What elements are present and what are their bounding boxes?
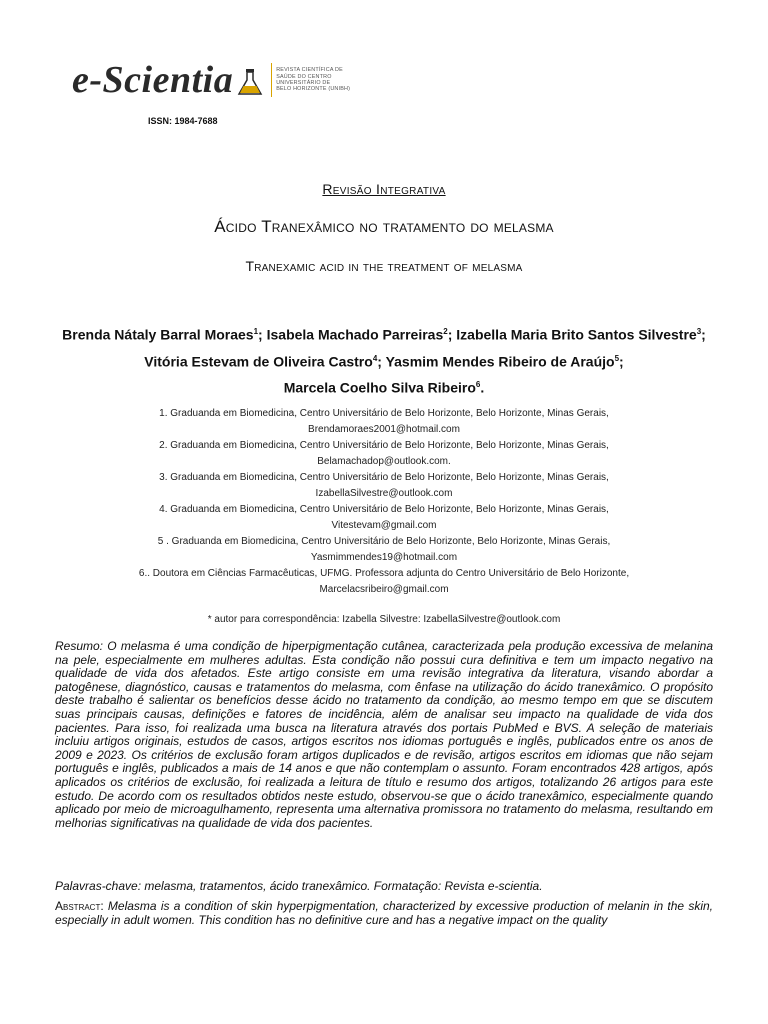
author-name: Vitória Estevam de Oliveira Castro	[144, 353, 373, 370]
affiliation-line: 3. Graduanda em Biomedicina, Centro Universitário de Belo Horizonte, Belo Horizonte, Minas Gerais,	[159, 472, 609, 483]
title-english: Tranexamic acid in the treatment of melasma	[245, 258, 523, 274]
affiliation-line: 6.. Doutora em Ciências Farmacêuticas, UFMG. Professora adjunta do Centro Universitário de Belo Horizonte,	[138, 568, 630, 579]
affiliation-email[interactable]: Vitestevam@gmail.com	[331, 520, 437, 531]
author-name: Marcela Coelho Silva Ribeiro	[283, 379, 476, 396]
journal-masthead	[72, 58, 356, 102]
affiliation-line: 1. Graduanda em Biomedicina, Centro Universitário de Belo Horizonte, Belo Horizonte, Minas Gerais,	[159, 408, 609, 419]
author-name: Brenda Nátaly Barral Moraes	[62, 326, 254, 343]
abstract-portuguese: Resumo: O melasma é uma condição de hiperpigmentação cutânea, caracterizada pela produção excessiva de melanina na pele, especialmente em mulheres adultas. Esta condição não possui cura definitiva e tem um impacto negativo na qualidade de vida dos afetados. Este artigo consiste em uma revisão integrativa da literatura, visando abordar a patogênese, diagnóstico, causas e tratamentos do melasma, com ênfase na utilização do ácido tranexâmico. O propósito deste trabalho é salientar os benefícios desse ácido no tratamento da condição, ao mesmo tempo em que se discutem suas principais causas, definições e fatores de incidência, além de analisar seu impacto na qualidade de vida dos pacientes. Para isso, foi realizada uma busca na literatura através dos portais PubMed e BVS. A seleção de materiais incluiu artigos originais, estudos de casos, artigos escritos nos idiomas português e inglês, publicados entre os anos de 2009 e 2023. Os critérios de exclusão foram artigos duplicados e de revisão, artigos escritos em idiomas que não sejam português e inglês, publicados a mais de 14 anos e que não contemplam o assunto. Foram encontrados 428 artigos, após aplicados os critérios de exclusão, foi realizada a leitura de título e resumo dos artigos, totalizando 26 artigos para este estudo. De acordo com os resultados obtidos neste estudo, observou-se que o ácido tranexâmico, especialmente quando aplicado por meio de microagulhamento, representa uma alternativa promissora no tratamento do melasma, resultando em melhorias significativas na qualidade de vida dos pacientes.	[55, 639, 713, 830]
affiliation-email[interactable]: Marcelacsribeiro@gmail.com	[319, 584, 449, 595]
affiliation-line: 4. Graduanda em Biomedicina, Centro Universitário de Belo Horizonte, Belo Horizonte, Minas Gerais,	[159, 504, 609, 515]
affiliation-line: 5 . Graduanda em Biomedicina, Centro Universitário de Belo Horizonte, Belo Horizonte, Minas Gerais,	[157, 536, 611, 547]
author-name: Yasmim Mendes Ribeiro de Araújo	[385, 353, 615, 370]
correspondence-note: * autor para correspondência: Izabella Silvestre: IzabellaSilvestre@outlook.com	[207, 614, 561, 625]
author-sup: 6	[475, 380, 481, 390]
affiliation-line: 2. Graduanda em Biomedicina, Centro Universitário de Belo Horizonte, Belo Horizonte, Minas Gerais,	[159, 440, 609, 451]
author-sup: 1	[253, 327, 259, 336]
affiliation-email[interactable]: Belamachadop@outlook.com.	[317, 456, 451, 467]
author-name: Isabela Machado Parreiras	[266, 326, 444, 343]
abstract-label: Abstract:	[55, 899, 104, 913]
abstract-english	[55, 900, 713, 927]
author-sup: 2	[443, 327, 448, 336]
affiliation-email[interactable]: Yasmimmendes19@hotmail.com	[310, 552, 458, 563]
flask-icon	[235, 67, 265, 97]
title-portuguese: Ácido Tranexâmico no tratamento do melasma	[214, 217, 554, 236]
affiliation-email[interactable]: Brendamoraes2001@hotmail.com	[308, 424, 460, 435]
journal-logo-text: e-Scientia	[72, 59, 234, 101]
affiliation-list	[110, 406, 658, 598]
author-sup: 5	[614, 353, 620, 363]
affiliation-email[interactable]: IzabellaSilvestre@outlook.com	[315, 488, 453, 499]
logo-divider	[271, 63, 272, 97]
author-sup: 4	[372, 353, 378, 363]
abstract-english-text: Melasma is a condition of skin hyperpigmentation, characterized by excessive production of melanin in the skin, especially in adult women. This condition has no definitive cure and has a negative impact on the quality	[55, 899, 713, 927]
author-list: Brenda Nátaly Barral Moraes$^1$; Isabela Machado Parreiras$^2$; Izabella Maria Brito Santos Silvestre$^3$; Vitória Estevam de Oliveira Castro$^4$; Yasmim Mendes Ribeiro de Araújo$^5$; Marcela Coelho Silva Ribeiro$^6$.	[62, 326, 706, 396]
author-sup: 3	[696, 327, 702, 336]
keywords: Palavras-chave: melasma, tratamentos, ácido tranexâmico. Formatação: Revista e-scientia.	[55, 879, 543, 893]
journal-subtitle: REVISTA CIENTÍFICA DE SAÚDE DO CENTRO UNIVERSITÁRIO DE BELO HORIZONTE (UNIBH)	[276, 67, 351, 93]
section-type: Revisão Integrativa	[322, 181, 446, 197]
author-name: Izabella Maria Brito Santos Silvestre	[456, 326, 697, 343]
issn-label: ISSN: 1984-7688	[148, 116, 218, 126]
